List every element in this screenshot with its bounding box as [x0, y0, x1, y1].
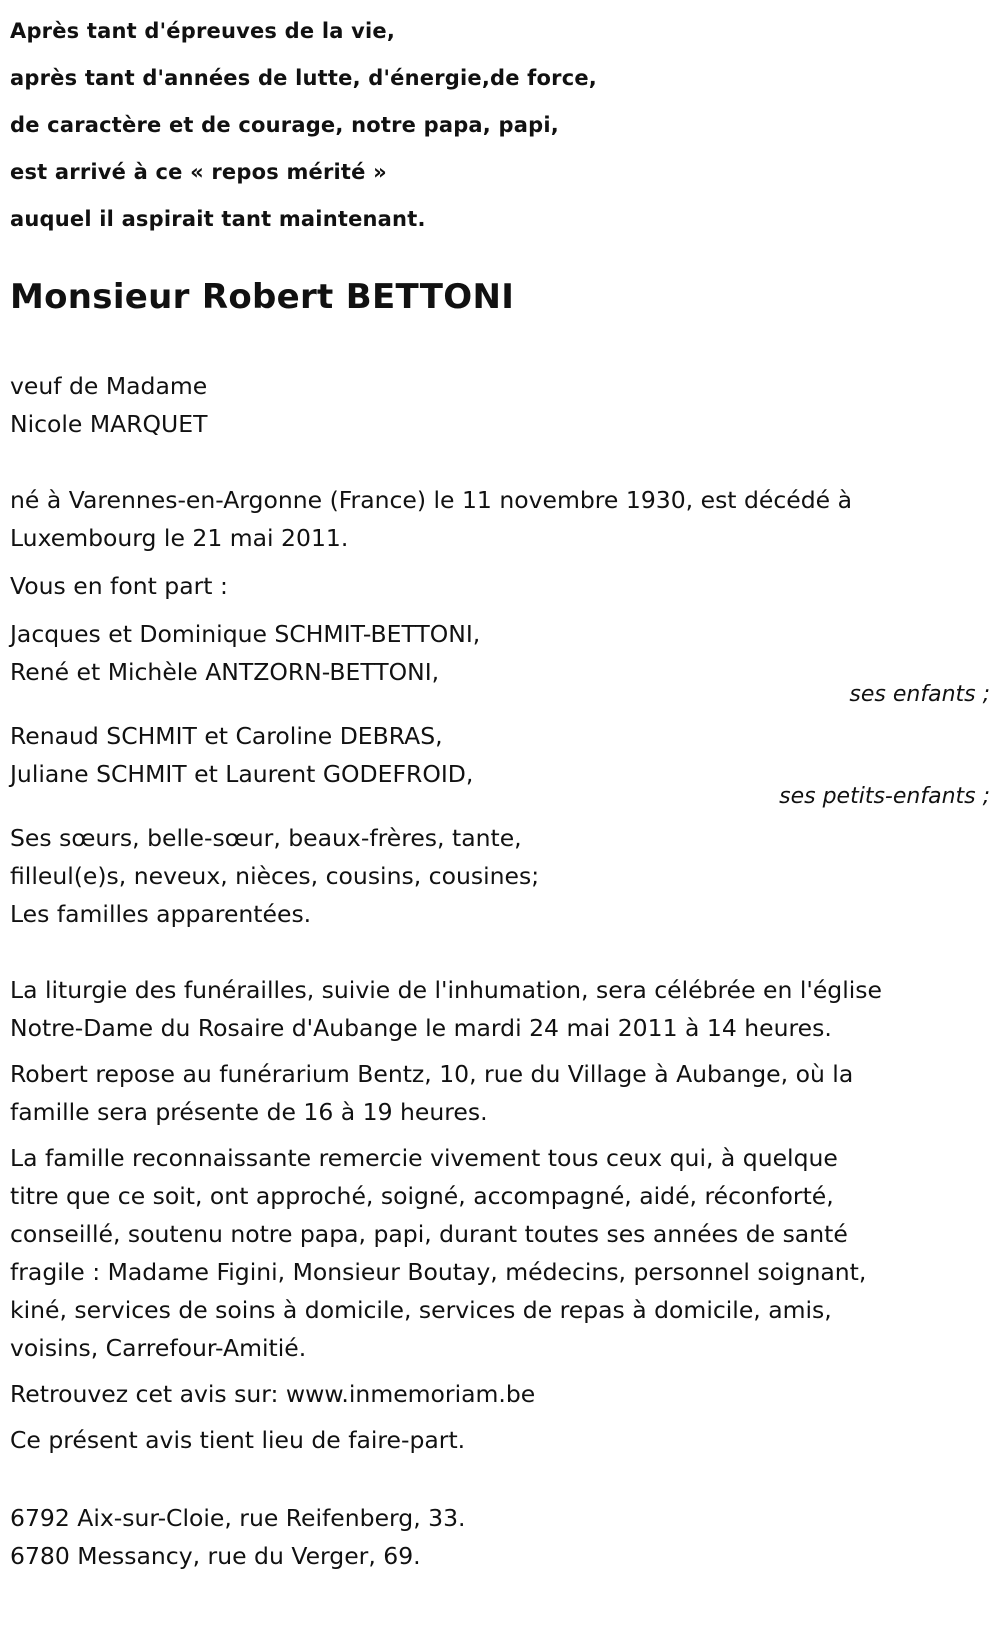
family-line: filleul(e)s, neveux, nièces, cousins, cousines; — [10, 862, 540, 890]
visitation-info — [10, 1055, 990, 1131]
intro-line: est arrivé à ce « repos mérité » — [10, 160, 387, 184]
grandchild-names: Renaud SCHMIT et Caroline DEBRAS, — [10, 722, 443, 750]
notice-line: Ce présent avis tient lieu de faire-part. — [10, 1426, 466, 1454]
intro-line: Après tant d'épreuves de la vie, — [10, 19, 396, 43]
thanks-line: kiné, services de soins à domicile, services de repas à domicile, amis, — [10, 1296, 832, 1324]
grandchildren-role-label: ses petits-enfants ; — [779, 784, 990, 809]
thanks-paragraph — [10, 1139, 990, 1367]
thanks-line: La famille reconnaissante remercie vivement tous ceux qui, à quelque — [10, 1144, 838, 1172]
grandchildren-group — [10, 717, 990, 793]
intro-line: de caractère et de courage, notre papa, papi, — [10, 113, 559, 137]
family-line: Ses sœurs, belle-sœur, beaux-frères, tante, — [10, 824, 522, 852]
child-names: Jacques et Dominique SCHMIT-BETTONI, — [10, 620, 481, 648]
grandchild-names: Juliane SCHMIT et Laurent GODEFROID, — [10, 760, 474, 788]
birth-death-info — [10, 481, 990, 557]
addresses — [10, 1499, 990, 1575]
children-role-label: ses enfants ; — [849, 682, 990, 707]
child-names: René et Michèle ANTZORN-BETTONI, — [10, 658, 440, 686]
birth-death-line: Luxembourg le 21 mai 2011. — [10, 524, 349, 552]
address-line: 6780 Messancy, rue du Verger, 69. — [10, 1542, 421, 1570]
website-line: Retrouvez cet avis sur: www.inmemoriam.be — [10, 1380, 536, 1408]
children-group — [10, 615, 990, 691]
liturgy-line: La liturgie des funérailles, suivie de l'inhumation, sera célébrée en l'église — [10, 976, 882, 1004]
family-line: Les familles apparentées. — [10, 900, 312, 928]
deceased-name: Monsieur Robert BETTONI — [10, 277, 515, 317]
widow-line: Nicole MARQUET — [10, 410, 208, 438]
intro-line: après tant d'années de lutte, d'énergie,de force, — [10, 66, 597, 90]
intro-line: auquel il aspirait tant maintenant. — [10, 207, 426, 231]
visitation-line: famille sera présente de 16 à 19 heures. — [10, 1098, 488, 1126]
intro-poem — [10, 0, 990, 243]
birth-death-line: né à Varennes-en-Argonne (France) le 11 novembre 1930, est décédé à — [10, 486, 852, 514]
liturgy-info — [10, 971, 990, 1047]
extended-family — [10, 819, 990, 933]
obituary-notice — [10, 0, 990, 1575]
thanks-line: titre que ce soit, ont approché, soigné, accompagné, aidé, réconforté, — [10, 1182, 834, 1210]
thanks-line: voisins, Carrefour-Amitié. — [10, 1334, 307, 1362]
announcement-intro: Vous en font part : — [10, 572, 228, 600]
thanks-line: conseillé, soutenu notre papa, papi, durant toutes ses années de santé — [10, 1220, 848, 1248]
address-line: 6792 Aix-sur-Cloie, rue Reifenberg, 33. — [10, 1504, 466, 1532]
liturgy-line: Notre-Dame du Rosaire d'Aubange le mardi 24 mai 2011 à 14 heures. — [10, 1014, 832, 1042]
visitation-line: Robert repose au funérarium Bentz, 10, rue du Village à Aubange, où la — [10, 1060, 854, 1088]
thanks-line: fragile : Madame Figini, Monsieur Boutay, médecins, personnel soignant, — [10, 1258, 867, 1286]
widow-line: veuf de Madame — [10, 372, 208, 400]
widow-of — [10, 367, 990, 443]
